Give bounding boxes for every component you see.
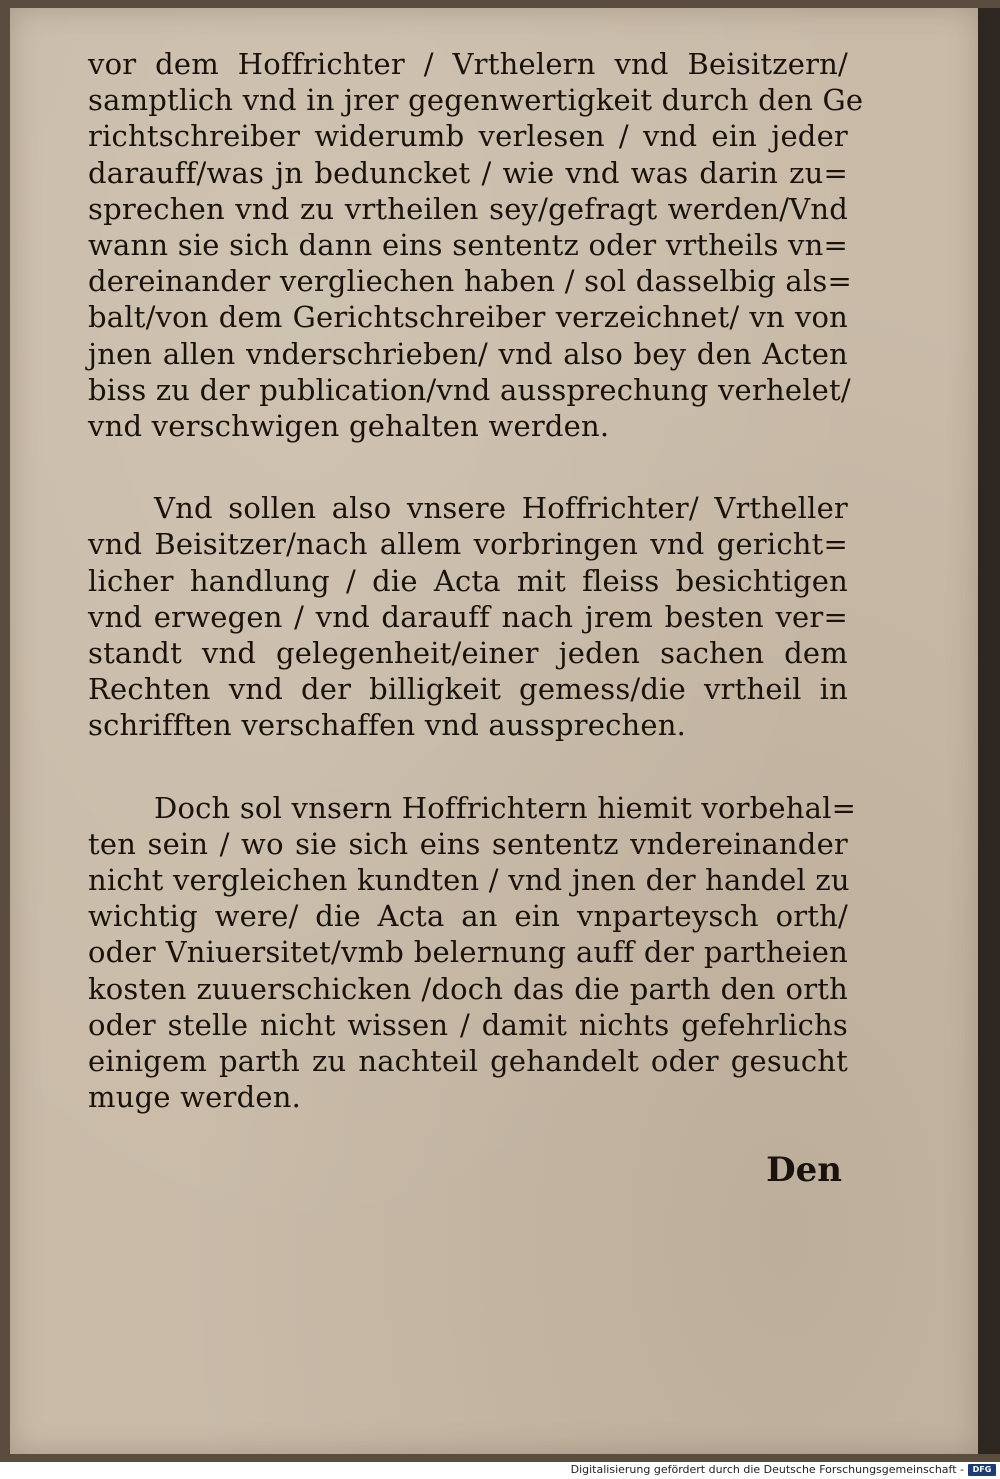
text-line: vor dem Hoffrichter / Vrthelern vnd Beisitzern/ (88, 47, 848, 81)
text-line: schrifften verschaffen vnd aussprechen. (88, 708, 687, 743)
text-line: richtschreiber widerumb verlesen / vnd ein jeder (88, 119, 848, 154)
text-line: standt vnd gelegenheit/einer jeden sachen dem (88, 636, 848, 671)
digitization-footer (0, 1462, 1000, 1479)
paragraph-2 (88, 490, 848, 743)
text-line: samptlich vnd in jrer gegenwertigkeit durch den Ge (88, 83, 864, 118)
page-text-block (88, 46, 864, 1115)
text-line: vnd Beisitzer/nach allem vorbringen vnd gericht= (88, 527, 848, 562)
text-line: kosten zuuerschicken /doch das die parth den orth (88, 971, 848, 1006)
text-line: Rechten vnd der billigkeit gemess/die vrtheil in (88, 672, 848, 707)
text-line: oder Vniuersitet/vmb belernung auff der partheien (88, 935, 848, 970)
text-line: einigem parth zu nachteil gehandelt oder gesucht (88, 1044, 848, 1079)
text-line: Vnd sollen also vnsere Hoffrichter/ Vrtheller (154, 491, 848, 526)
paragraph-3 (88, 790, 857, 1116)
text-line: wichtig were/ die Acta an ein vnparteysch orth/ (88, 899, 848, 934)
text-line: biss zu der publication/vnd aussprechung verhelet/ (88, 372, 851, 407)
text-line: wann sie sich dann eins sententz oder vrtheils vn= (88, 228, 848, 263)
text-line: darauff/was jn beduncket / wie vnd was darin zu= (88, 155, 848, 190)
text-line: vnd erwegen / vnd darauff nach jrem besten ver= (88, 599, 848, 634)
dfg-logo[interactable]: DFG (968, 1464, 996, 1476)
text-line: sprechen vnd zu vrtheilen sey/gefragt werden/Vnd (88, 191, 848, 226)
text-line: muge werden. (88, 1080, 301, 1115)
text-line: nicht vergleichen kundten / vnd jnen der handel zu (88, 863, 850, 898)
catchword: Den (766, 1150, 842, 1190)
text-line: balt/von dem Gerichtschreiber verzeichnet/ vn von (88, 300, 848, 335)
text-line: licher handlung / die Acta mit fleiss besichtigen (88, 563, 848, 598)
text-line: oder stelle nicht wissen / damit nichts gefehrlichs (88, 1007, 848, 1042)
text-line: dereinander vergliechen haben / sol dasselbig als= (88, 264, 852, 299)
text-line: ten sein / wo sie sich eins sententz vndereinander (88, 826, 848, 861)
paragraph-1 (88, 46, 864, 444)
text-line: vnd verschwigen gehalten werden. (88, 409, 610, 444)
page-edge-shadow (978, 8, 1000, 1454)
footer-credit-text: Digitalisierung gefördert durch die Deutsche Forschungsgemeinschaft - (570, 1463, 964, 1476)
text-line: jnen allen vnderschrieben/ vnd also bey den Acten (88, 336, 848, 371)
text-line: Doch sol vnsern Hoffrichtern hiemit vorbehal= (154, 790, 857, 825)
